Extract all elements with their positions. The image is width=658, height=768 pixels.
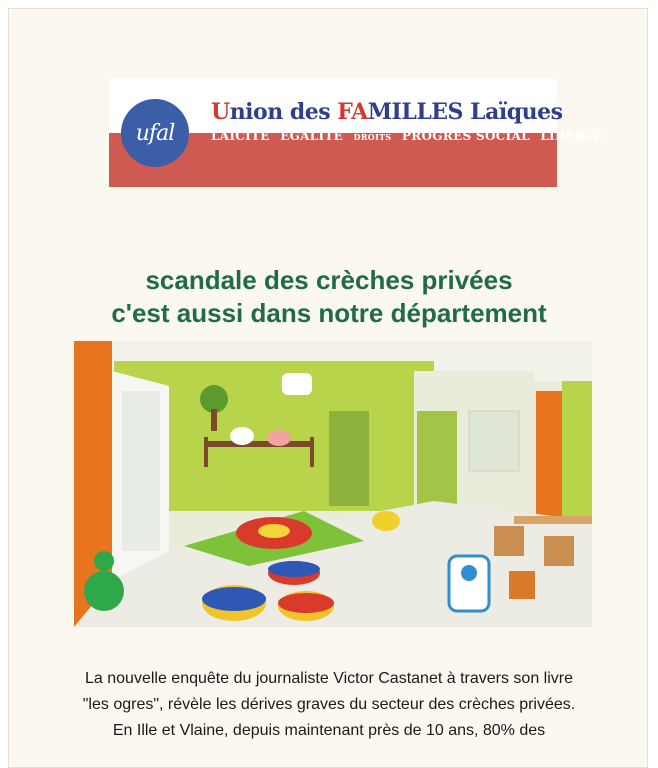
nursery-illustration bbox=[74, 341, 592, 627]
ufal-badge-icon bbox=[121, 99, 189, 167]
body-line-1: La nouvelle enquête du journaliste Victor Castanet à travers son livre bbox=[85, 670, 573, 687]
logo-title-milles: MILLES bbox=[367, 99, 471, 125]
ufal-logo-banner[interactable] bbox=[109, 79, 604, 187]
badge-text: ufal bbox=[135, 120, 175, 146]
slogan-egalite: ÉGALITÉ bbox=[280, 129, 344, 143]
slogan-liberte: LIBERTÉ bbox=[540, 129, 604, 143]
slogan-droits: DROITS bbox=[353, 132, 392, 142]
body-line-2: "les ogres", révèle les dérives graves du secteur des crèches privées. bbox=[82, 696, 576, 713]
email-frame bbox=[8, 8, 648, 768]
headline-line-2: c'est aussi dans notre département bbox=[111, 298, 547, 328]
body-line-3: En Ille et Vlaine, depuis maintenant près de 10 ans, 80% des bbox=[112, 722, 546, 739]
logo-slogan bbox=[211, 129, 610, 143]
slogan-laicite: LAÏCITÉ bbox=[211, 129, 270, 143]
logo-title-u: U bbox=[211, 99, 230, 125]
logo-title-laiques: Laïques bbox=[470, 99, 563, 125]
article-body bbox=[9, 666, 649, 744]
headline bbox=[9, 264, 649, 330]
logo-title-nion: nion des bbox=[229, 99, 338, 125]
nursery-room-photo[interactable] bbox=[74, 341, 592, 627]
headline-line-1: scandale des crèches privées bbox=[145, 265, 513, 295]
logo-title-fa: FA bbox=[337, 99, 368, 125]
logo-title bbox=[211, 99, 562, 125]
slogan-progres: PROGRÈS SOCIAL bbox=[401, 129, 530, 143]
